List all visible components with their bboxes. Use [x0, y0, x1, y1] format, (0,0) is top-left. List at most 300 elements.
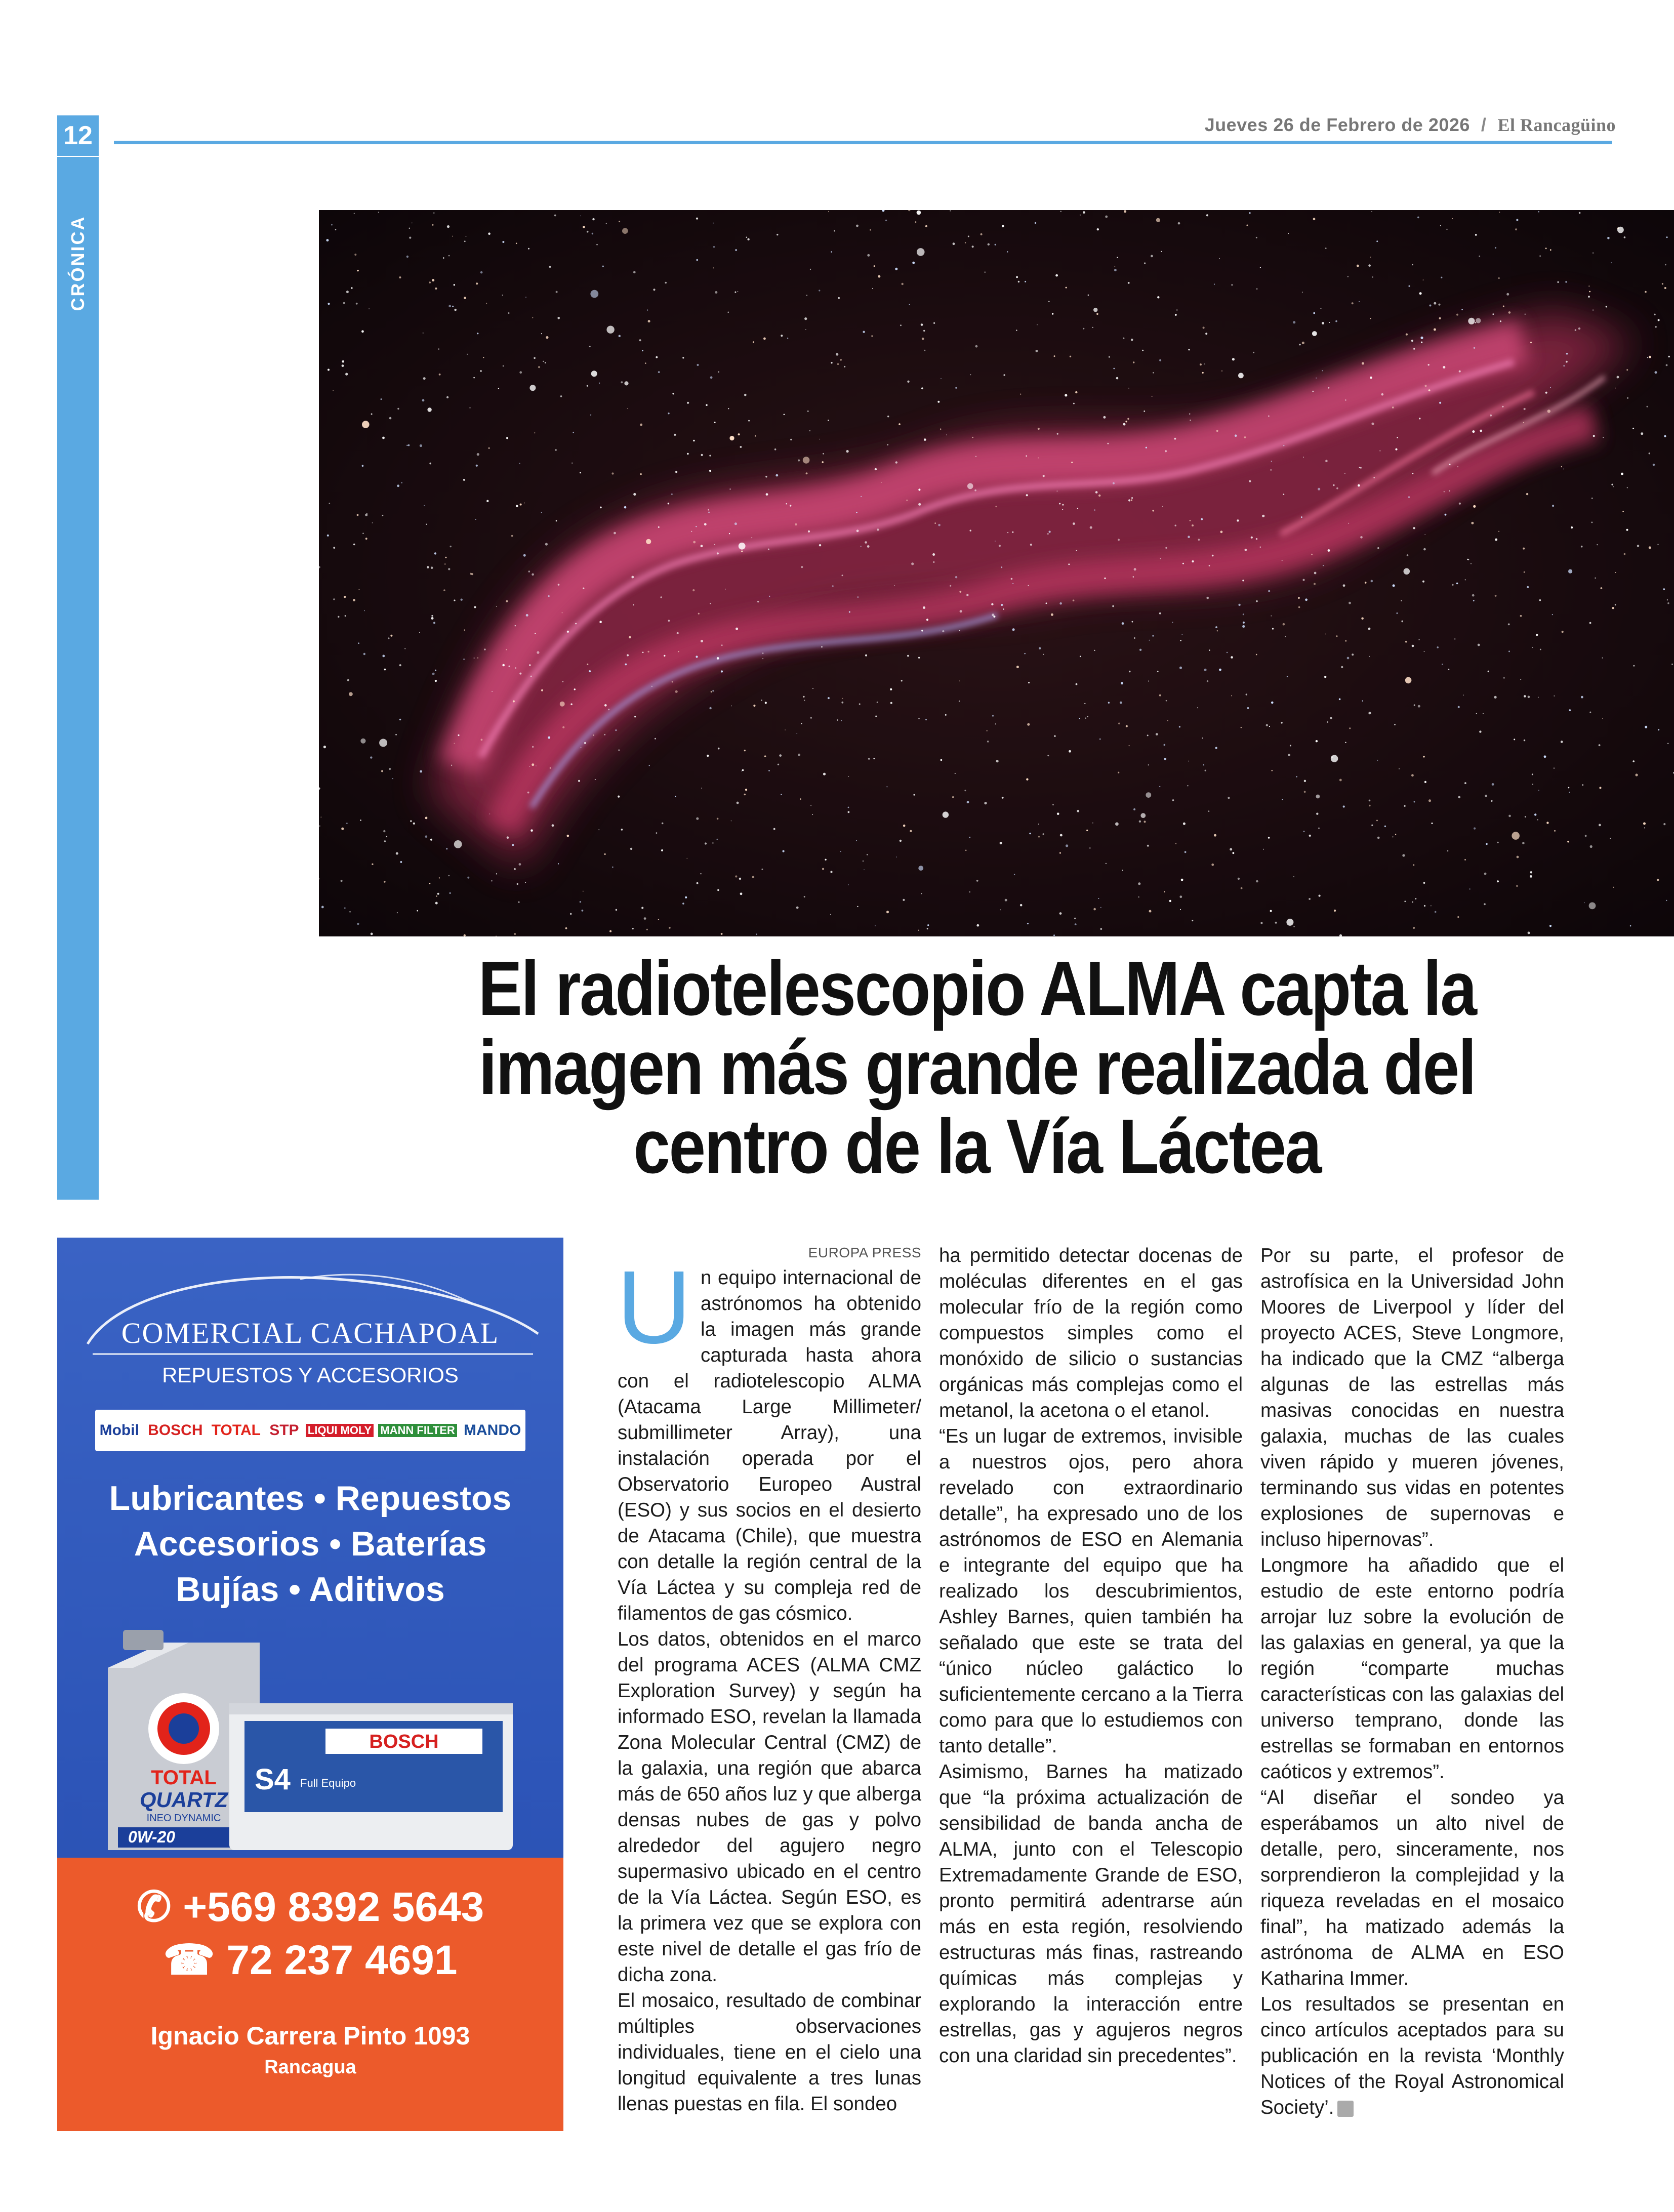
star: [894, 585, 895, 586]
star: [1606, 306, 1607, 308]
star: [354, 213, 355, 214]
star: [1630, 925, 1631, 927]
star: [1293, 926, 1294, 927]
star: [1563, 365, 1565, 366]
star: [552, 824, 554, 827]
star: [1545, 248, 1547, 249]
star: [1658, 729, 1659, 730]
star: [1059, 852, 1061, 854]
star: [1330, 717, 1332, 719]
star: [1617, 227, 1624, 233]
star: [1571, 526, 1573, 528]
star: [1449, 464, 1451, 465]
star: [1655, 326, 1657, 327]
star: [840, 359, 842, 361]
star: [1169, 900, 1171, 902]
star: [525, 882, 526, 883]
star: [1103, 416, 1106, 419]
star: [1554, 695, 1555, 697]
star: [731, 821, 732, 822]
star: [486, 303, 487, 304]
star: [477, 658, 478, 659]
star: [1003, 374, 1005, 376]
star: [319, 826, 320, 827]
star: [901, 680, 903, 681]
star: [640, 424, 642, 426]
star: [737, 802, 739, 804]
star: [1667, 743, 1668, 744]
star: [1165, 547, 1167, 549]
star: [1316, 740, 1318, 742]
star: [481, 739, 483, 741]
star: [837, 719, 838, 720]
star: [451, 765, 452, 766]
star: [1038, 824, 1039, 825]
star: [506, 437, 508, 439]
star: [448, 305, 451, 307]
star: [1035, 222, 1036, 224]
star: [1344, 473, 1345, 474]
star: [836, 353, 838, 355]
star: [526, 614, 528, 617]
star: [427, 566, 429, 568]
star: [1117, 257, 1118, 258]
star: [525, 297, 526, 298]
star: [1369, 805, 1370, 806]
oil-name: QUARTZ: [139, 1788, 228, 1812]
star: [715, 291, 717, 294]
star: [1043, 833, 1044, 835]
star: [323, 746, 326, 748]
star: [1428, 364, 1430, 365]
star: [1190, 520, 1191, 521]
star: [953, 242, 955, 245]
star: [704, 523, 707, 525]
star: [692, 589, 695, 591]
star: [1352, 302, 1354, 304]
star: [1561, 741, 1563, 743]
star: [1134, 568, 1136, 570]
star: [867, 854, 868, 855]
star: [1563, 469, 1564, 470]
star: [693, 541, 696, 544]
star: [384, 881, 386, 883]
star: [1066, 287, 1067, 289]
star: [413, 823, 415, 825]
star: [496, 606, 497, 607]
star: [846, 450, 849, 453]
section-label: [57, 213, 99, 314]
star: [486, 500, 488, 502]
star: [1327, 721, 1328, 723]
star: [1643, 823, 1646, 825]
star: [804, 896, 805, 897]
star: [1377, 547, 1379, 549]
star: [765, 476, 767, 477]
star: [641, 907, 643, 909]
star: [1269, 726, 1270, 727]
star: [1087, 716, 1088, 718]
star: [804, 317, 807, 320]
star: [433, 622, 435, 624]
star: [589, 670, 591, 672]
star: [1359, 467, 1361, 468]
star: [506, 600, 508, 602]
star: [907, 655, 909, 657]
star: [426, 524, 427, 525]
star: [856, 529, 859, 532]
star: [1372, 276, 1373, 277]
star: [661, 849, 663, 851]
star: [529, 766, 530, 767]
star: [1282, 799, 1283, 800]
ad-line-2: Accesorios • Baterías: [134, 1525, 487, 1563]
star: [397, 484, 399, 487]
star: [1026, 779, 1028, 781]
star: [1217, 630, 1218, 631]
star: [349, 692, 353, 696]
star: [508, 312, 510, 314]
star: [895, 461, 897, 463]
star: [1449, 490, 1450, 491]
star: [349, 911, 350, 912]
star: [739, 878, 741, 880]
star: [612, 867, 614, 868]
star: [870, 229, 871, 231]
star: [886, 786, 887, 787]
star: [1561, 466, 1562, 467]
star: [1086, 830, 1088, 831]
star: [912, 262, 915, 264]
star: [995, 244, 996, 245]
star: [1047, 755, 1049, 756]
star: [1053, 934, 1055, 936]
star: [819, 544, 821, 546]
star: [1208, 810, 1210, 812]
star: [1463, 694, 1464, 695]
star: [327, 535, 329, 537]
star: [1457, 916, 1459, 918]
star: [810, 269, 811, 270]
star: [491, 880, 492, 881]
star: [1175, 314, 1177, 316]
star: [1105, 216, 1108, 218]
star: [1599, 824, 1601, 827]
star: [1128, 282, 1130, 284]
star: [955, 576, 957, 578]
star: [362, 465, 364, 467]
star: [875, 925, 876, 926]
star: [778, 764, 779, 765]
star: [848, 776, 849, 777]
star: [1094, 650, 1095, 651]
star: [1348, 523, 1349, 524]
star: [1373, 477, 1375, 479]
star: [1329, 322, 1330, 323]
star: [1414, 801, 1415, 803]
star: [447, 225, 450, 228]
star: [1428, 799, 1431, 802]
star: [1028, 585, 1029, 586]
star: [1090, 526, 1092, 529]
star: [926, 619, 928, 621]
star: [1418, 705, 1420, 708]
star: [567, 631, 569, 633]
star: [773, 828, 775, 830]
star: [1043, 475, 1045, 477]
star: [532, 746, 534, 748]
star: [370, 756, 372, 758]
star: [397, 912, 398, 913]
star: [1118, 723, 1120, 725]
star: [1615, 604, 1616, 606]
star: [1517, 856, 1519, 858]
star: [1508, 624, 1510, 626]
star: [1530, 875, 1532, 878]
star: [1059, 912, 1062, 915]
star: [1430, 305, 1432, 307]
star: [347, 679, 349, 681]
star: [1452, 218, 1453, 219]
star: [567, 835, 569, 837]
star: [806, 295, 807, 296]
star: [697, 882, 699, 884]
star: [1475, 322, 1477, 323]
star: [1550, 387, 1551, 388]
star: [1402, 854, 1405, 856]
star: [422, 399, 425, 402]
star: [819, 290, 820, 291]
star: [1059, 503, 1060, 505]
star: [1371, 211, 1372, 212]
star: [1083, 211, 1085, 214]
star: [1241, 727, 1242, 728]
star: [1228, 797, 1230, 799]
star: [1588, 285, 1589, 286]
star: [1611, 484, 1613, 485]
brand-mobil: Mobil: [99, 1422, 139, 1439]
star: [1109, 356, 1110, 358]
star: [435, 902, 438, 905]
star: [988, 243, 990, 245]
star: [606, 223, 607, 224]
star: [450, 546, 452, 547]
star: [1149, 910, 1152, 913]
star: [602, 266, 604, 267]
star: [717, 889, 719, 891]
star: [1220, 530, 1223, 533]
star: [513, 701, 515, 703]
star: [1339, 779, 1342, 782]
star: [1419, 639, 1420, 640]
star: [390, 635, 392, 637]
star: [1447, 850, 1449, 852]
star: [409, 237, 411, 239]
star: [1253, 352, 1254, 353]
star: [1026, 494, 1028, 496]
star: [1076, 683, 1078, 685]
star: [1160, 558, 1161, 559]
star: [1525, 816, 1526, 817]
star: [1038, 458, 1039, 459]
star: [1370, 257, 1371, 258]
star: [1581, 546, 1583, 548]
headline-line-1: El radiotelescopio ALMA capta la: [478, 946, 1476, 1032]
star: [965, 850, 967, 851]
star: [747, 238, 749, 240]
star: [696, 817, 699, 820]
star: [388, 637, 389, 639]
star: [424, 505, 425, 506]
star: [608, 709, 609, 710]
star: [658, 526, 660, 528]
star: [1624, 553, 1626, 555]
star: [1411, 774, 1414, 776]
star: [1524, 408, 1526, 410]
star: [326, 239, 329, 241]
star: [444, 563, 445, 564]
star: [658, 371, 660, 373]
section-name: CRÓNICA: [67, 215, 88, 311]
star: [1156, 218, 1160, 222]
star: [1198, 539, 1200, 541]
star: [1062, 509, 1063, 510]
star: [1434, 329, 1436, 331]
star: [616, 909, 617, 911]
star: [1593, 253, 1594, 254]
star: [1065, 394, 1067, 396]
star: [881, 482, 882, 483]
star: [713, 267, 714, 268]
star: [753, 705, 755, 707]
star: [1309, 835, 1311, 837]
star: [1456, 314, 1458, 316]
star: [1205, 333, 1207, 335]
star: [1325, 460, 1328, 462]
star: [344, 908, 346, 909]
star: [1641, 432, 1643, 435]
star: [1534, 813, 1536, 815]
star: [765, 702, 767, 704]
star: [1624, 236, 1626, 238]
star: [1393, 836, 1394, 837]
star: [365, 538, 368, 540]
star: [923, 606, 925, 609]
star: [384, 669, 386, 671]
star: [1500, 320, 1501, 322]
star: [341, 880, 343, 882]
star: [902, 283, 904, 285]
star: [1464, 859, 1466, 861]
star: [474, 658, 475, 659]
star: [825, 859, 826, 861]
star: [435, 680, 437, 682]
star: [427, 407, 431, 412]
paragraph-9: Los resultados se presentan en cinco artículos aceptados para su publicación en la revista ‘Monthly Notices of the Royal Astronomical Society’.: [1260, 1993, 1564, 2118]
star: [408, 444, 410, 446]
star: [812, 814, 813, 815]
star: [1566, 361, 1568, 363]
star: [1003, 608, 1004, 609]
star: [974, 489, 976, 491]
star: [1133, 577, 1134, 578]
star: [848, 807, 849, 808]
star: [691, 531, 692, 532]
star: [865, 654, 867, 657]
oil-subname: INEO DYNAMIC: [146, 1813, 221, 1824]
star: [363, 653, 365, 655]
star: [909, 304, 910, 305]
star: [766, 493, 768, 496]
star: [840, 851, 841, 852]
star: [1666, 364, 1668, 366]
star: [886, 911, 889, 913]
star: [409, 228, 410, 229]
star: [910, 830, 912, 832]
star: [1153, 372, 1154, 373]
star: [583, 226, 585, 228]
star: [1285, 636, 1286, 637]
star: [668, 413, 669, 414]
star: [631, 576, 634, 579]
star: [1133, 361, 1134, 363]
star: [903, 899, 905, 901]
star: [800, 798, 801, 800]
star: [714, 422, 716, 423]
star: [828, 211, 829, 212]
star: [1411, 340, 1413, 342]
star: [556, 291, 558, 293]
star: [959, 591, 961, 593]
star: [1144, 263, 1146, 264]
star: [1360, 536, 1363, 539]
star: [519, 463, 520, 464]
star: [1457, 466, 1458, 467]
star: [320, 816, 321, 817]
star: [809, 430, 810, 431]
star: [1497, 880, 1499, 882]
star: [823, 773, 826, 775]
star: [1395, 448, 1397, 450]
star: [528, 570, 530, 572]
star: [868, 758, 870, 760]
star: [1637, 545, 1640, 547]
star: [1209, 565, 1210, 566]
star: [509, 666, 510, 667]
star: [675, 471, 677, 473]
star: [1287, 676, 1288, 677]
star: [1331, 755, 1338, 762]
star: [1379, 450, 1380, 452]
star: [921, 630, 923, 631]
star: [406, 445, 407, 446]
star: [713, 223, 714, 224]
star: [1113, 368, 1115, 370]
star: [1178, 222, 1180, 225]
star: [1566, 353, 1568, 355]
star: [731, 706, 732, 707]
star: [1062, 504, 1064, 506]
star: [1424, 534, 1425, 535]
star: [801, 723, 802, 724]
star: [757, 601, 759, 602]
star: [856, 840, 857, 841]
star: [1419, 418, 1420, 419]
star: [1502, 406, 1503, 407]
star: [1479, 256, 1480, 257]
star: [1401, 600, 1402, 601]
star: [1070, 356, 1071, 357]
